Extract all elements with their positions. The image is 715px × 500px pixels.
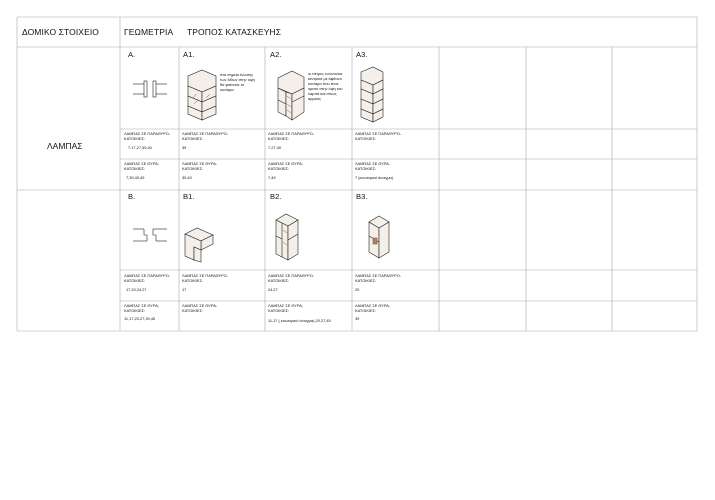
b-window-label-b1: ΛΑΜΠΑΣ ΣΕ ΠΑΡΑΘΥΡΟ- ΚΑΤΟΙΚΙΕΣ: <box>182 273 229 284</box>
b-door-value-geometry: 11,17,20,27,39,45 <box>124 316 156 321</box>
variant-drawing-a3 <box>357 64 387 126</box>
variant-code-a1: Α1. <box>183 50 195 59</box>
b-window-value-b1: 17 <box>182 287 187 292</box>
variant-drawing-b3 <box>364 212 392 262</box>
a-door-value-a1: 39,40 <box>182 175 192 180</box>
a-window-value-a2: 7,27,40 <box>268 145 281 150</box>
variant-code-a3: Α3. <box>356 50 368 59</box>
geometry-profile-b <box>132 224 168 246</box>
a-window-value-geometry: 7,17,27,39,40 <box>128 145 152 150</box>
b-door-label-b3: ΛΑΜΠΑΣ ΣΕ ΘΥΡΑ- ΚΑΤΟΙΚΙΕΣ: <box>355 303 391 314</box>
b-door-value-b2: 11,17 ( εσωτερικό άνοιγμα),20,27,45 <box>268 318 331 323</box>
variant-drawing-a2 <box>272 66 308 124</box>
variant-drawing-b1 <box>182 224 216 264</box>
variant-code-b2: Β2. <box>270 192 282 201</box>
variant-drawing-b2 <box>270 210 302 264</box>
a-door-label-a1: ΛΑΜΠΑΣ ΣΕ ΘΥΡΑ- ΚΑΤΟΙΚΙΕΣ: <box>182 161 218 172</box>
geometry-profile-a <box>132 78 168 100</box>
b-door-value-b3: 39 <box>355 316 360 321</box>
variant-drawing-a1 <box>184 66 220 122</box>
b-window-label-b3: ΛΑΜΠΑΣ ΣΕ ΠΑΡΑΘΥΡΟ- ΚΑΤΟΙΚΙΕΣ: <box>355 273 402 284</box>
element-name: ΛΑΜΠΑΣ <box>47 141 83 151</box>
variant-note-a1: στα σημεία ένωσης των λίθων στην όψη θα φαίνεται το κονίαμα <box>220 72 255 93</box>
header-construction: ΤΡΟΠΟΣ ΚΑΤΑΣΚΕΥΗΣ <box>187 27 282 37</box>
b-window-label-geometry: ΛΑΜΠΑΣ ΣΕ ΠΑΡΑΘΥΡΟ- ΚΑΤΟΙΚΙΕΣ: <box>124 273 171 284</box>
a-door-value-a3: 7 (εσωτερικό άνοιγμα) <box>355 175 394 180</box>
b-window-label-b2: ΛΑΜΠΑΣ ΣΕ ΠΑΡΑΘΥΡΟ- ΚΑΤΟΙΚΙΕΣ: <box>268 273 315 284</box>
geometry-code-b: Β. <box>128 192 136 201</box>
geometry-code-a: Α. <box>128 50 136 59</box>
b-window-value-b3: 20 <box>355 287 360 292</box>
a-window-value-a1: 39 <box>182 145 187 150</box>
variant-code-b1: Β1. <box>183 192 195 201</box>
b-door-label-geometry: ΛΑΜΠΑΣ ΣΕ ΘΥΡΑ- ΚΑΤΟΙΚΙΕΣ: <box>124 303 160 314</box>
b-window-value-b2: 24,27 <box>268 287 278 292</box>
a-door-value-a2: 7,49 <box>268 175 276 180</box>
a-door-label-a2: ΛΑΜΠΑΣ ΣΕ ΘΥΡΑ- ΚΑΤΟΙΚΙΕΣ: <box>268 161 304 172</box>
a-window-label-a3: ΛΑΜΠΑΣ ΣΕ ΠΑΡΑΘΥΡΟ- ΚΑΤΟΙΚΙΕΣ: <box>355 131 402 142</box>
a-window-label-a2: ΛΑΜΠΑΣ ΣΕ ΠΑΡΑΘΥΡΟ- ΚΑΤΟΙΚΙΕΣ: <box>268 131 315 142</box>
b-door-label-b1: ΛΑΜΠΑΣ ΣΕ ΘΥΡΑ- ΚΑΤΟΙΚΙΕΣ: <box>182 303 218 314</box>
variant-note-a2: οι πέτρες ενώνονται κεντρικά με άφθονο κονίαμα που είναι ορατό στην όψη του λαμπά και στους αρμούς <box>308 71 343 102</box>
a-door-value-geometry: 7,39,40,49 <box>126 175 145 180</box>
variant-code-a2: Α2. <box>270 50 282 59</box>
b-window-value-geometry: 17,20,24,27 <box>126 287 147 292</box>
a-window-label-geometry: ΛΑΜΠΑΣ ΣΕ ΠΑΡΑΘΥΡΟ- ΚΑΤΟΙΚΙΕΣ: <box>124 131 171 142</box>
a-window-label-a1: ΛΑΜΠΑΣ ΣΕ ΠΑΡΑΘΥΡΟ- ΚΑΤΟΙΚΙΕΣ: <box>182 131 229 142</box>
b-door-label-b2: ΛΑΜΠΑΣ ΣΕ ΘΥΡΑ- ΚΑΤΟΙΚΙΕΣ: <box>268 303 304 314</box>
header-element: ΔΟΜΙΚΟ ΣΤΟΙΧΕΙΟ <box>22 27 100 37</box>
variant-code-b3: Β3. <box>356 192 368 201</box>
header-geometry: ΓΕΩΜΕΤΡΙΑ <box>124 27 174 37</box>
a-door-label-geometry: ΛΑΜΠΑΣ ΣΕ ΘΥΡΑ- ΚΑΤΟΙΚΙΕΣ: <box>124 161 160 172</box>
a-door-label-a3: ΛΑΜΠΑΣ ΣΕ ΘΥΡΑ- ΚΑΤΟΙΚΙΕΣ: <box>355 161 391 172</box>
